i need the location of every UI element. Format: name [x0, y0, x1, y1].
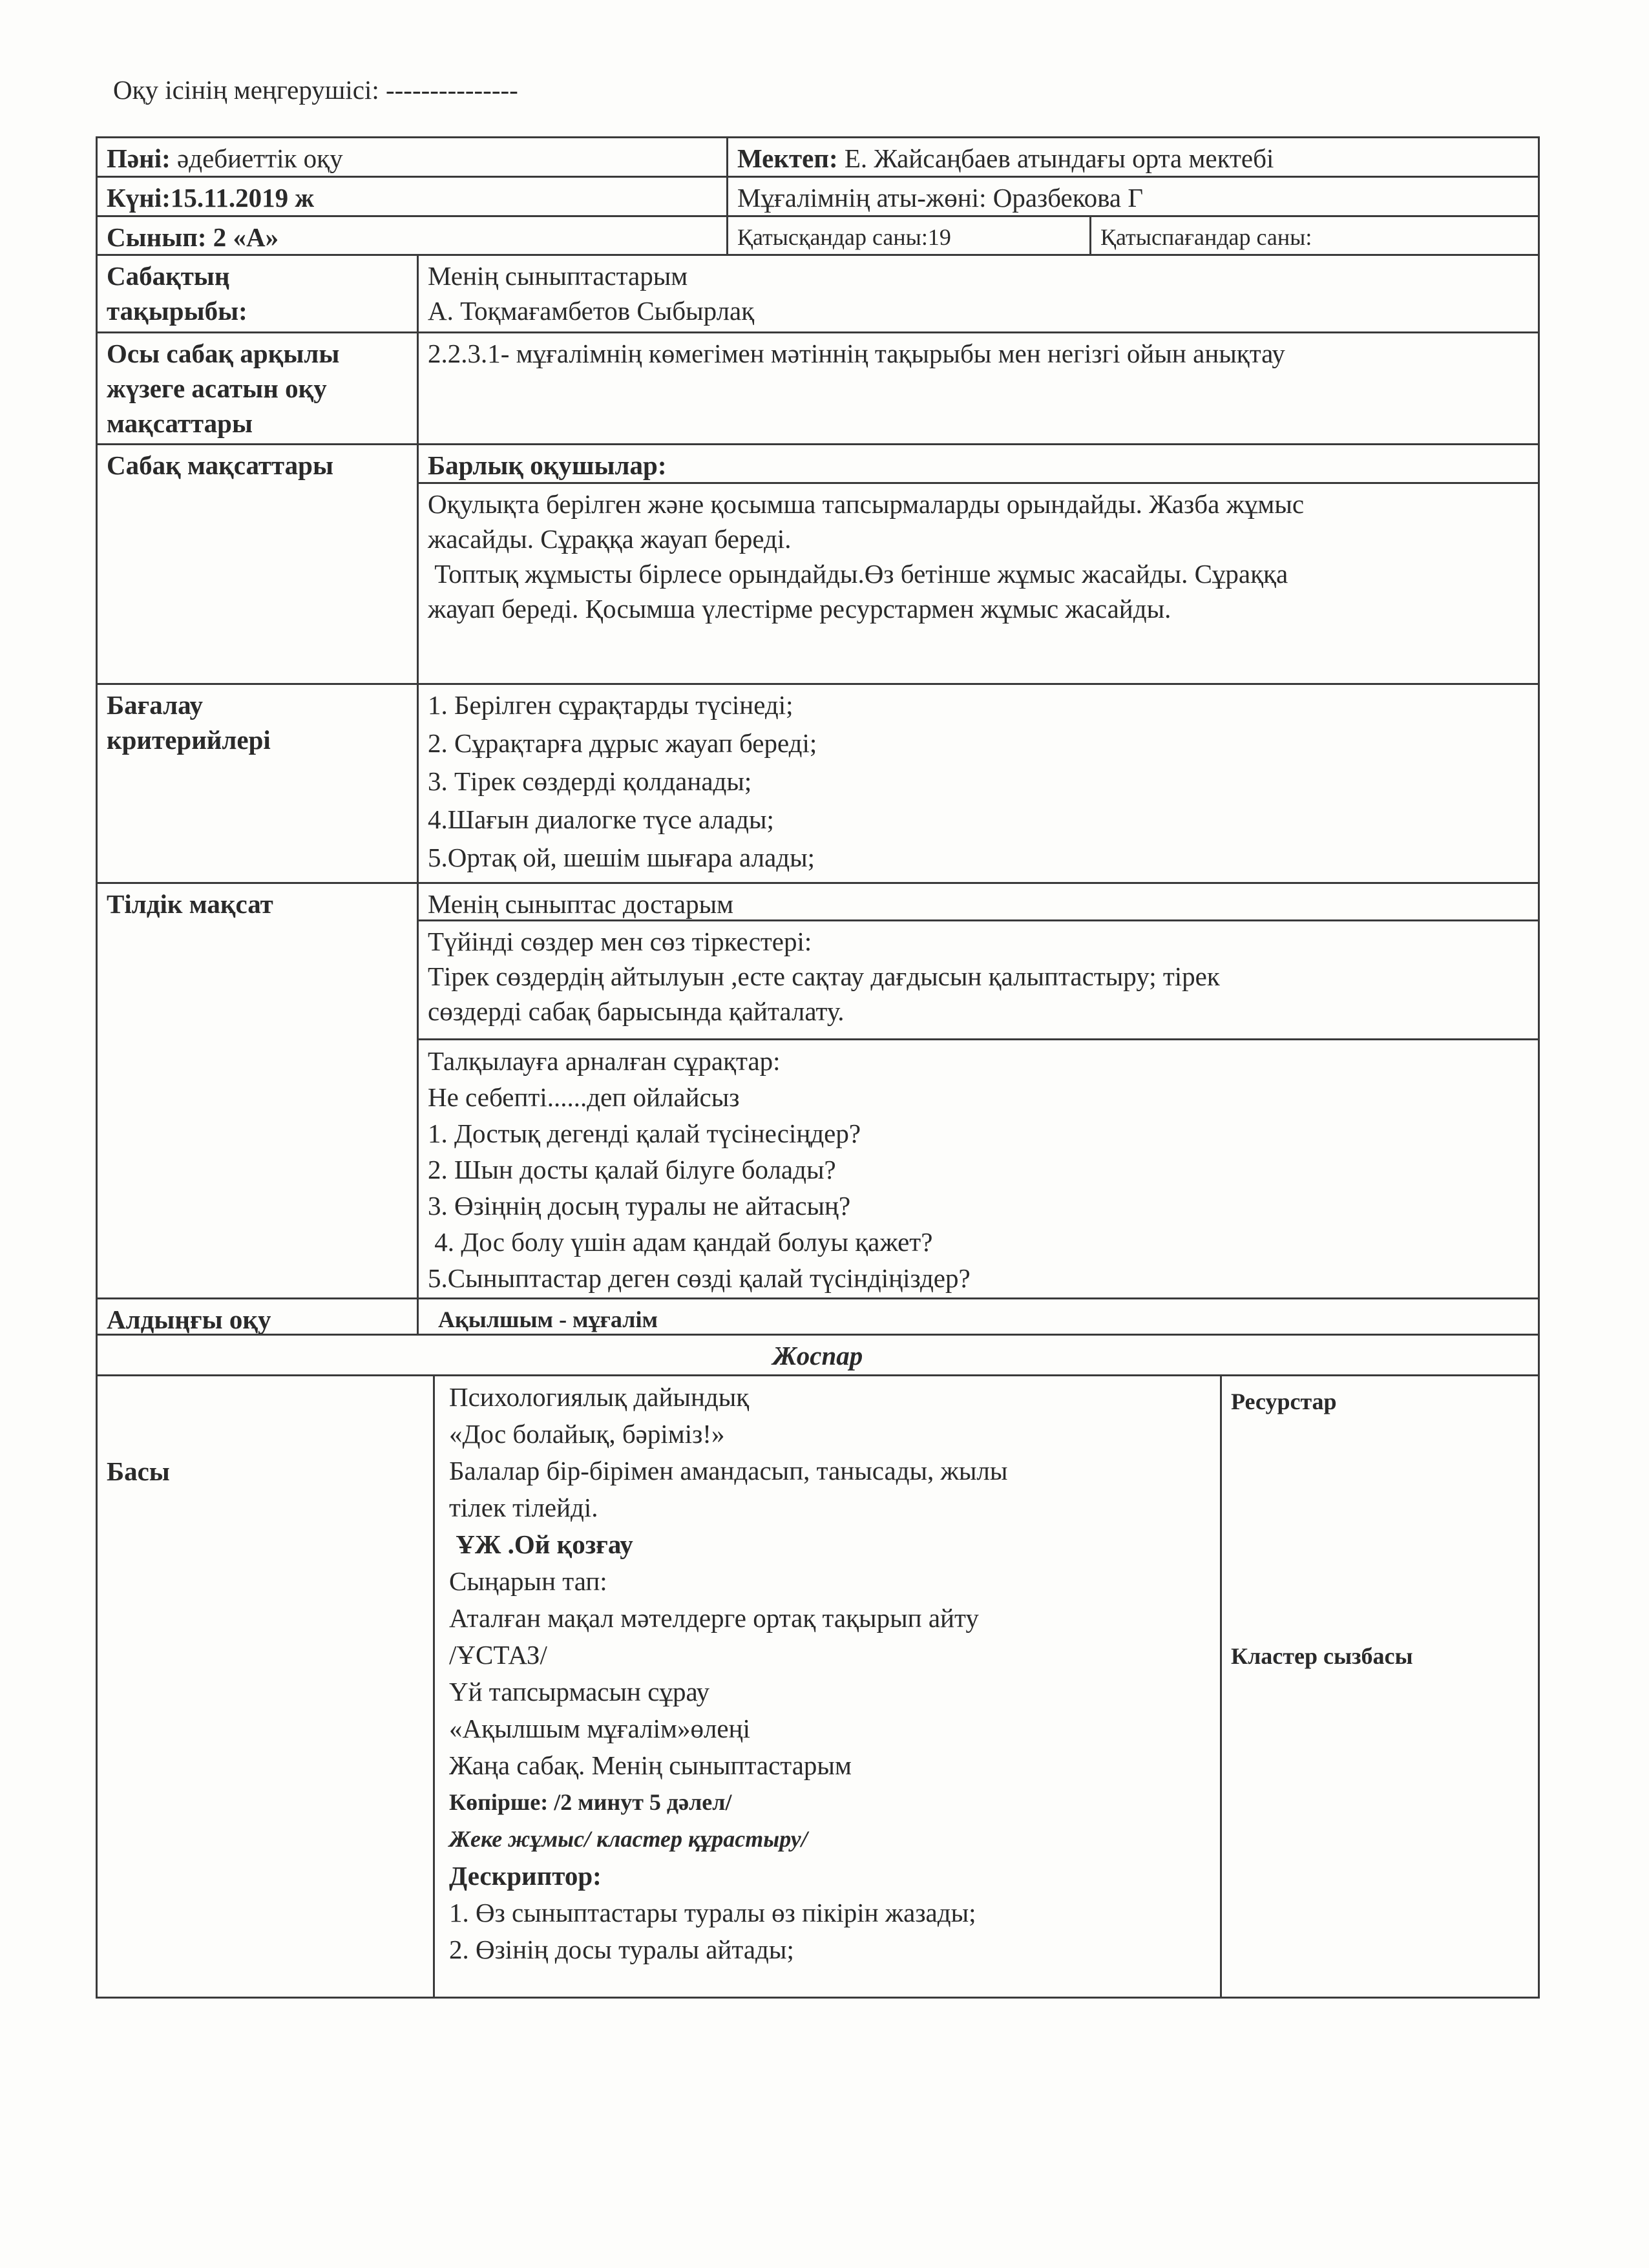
list-item: 1. Өз сыныптастары туралы өз пікірін жазады; [449, 1898, 976, 1927]
text-line: Балалар бір-бірімен амандасып, танысады, жылы [449, 1456, 1008, 1486]
text-line: Аталған мақал мәтелдерге ортақ тақырып айту [449, 1603, 979, 1633]
text-line: Сыңарын тап: [449, 1566, 607, 1596]
language-label: Тілдік мақсат [96, 882, 419, 1299]
topic-value [417, 254, 1540, 333]
list-item: 5.Сыныптастар деген сөзді қалай түсіндіңіздер? [428, 1263, 971, 1293]
text-line: сөздерді сабақ барысында қайталату. [428, 996, 845, 1026]
start-label: Басы [96, 1374, 435, 1999]
text-line: мақсаттары [107, 408, 253, 438]
list-item: 5.Ортақ ой, шешім шығара алады; [428, 843, 815, 872]
objectives-text [417, 482, 1540, 685]
text-line: Топтық жұмысты бірлесе орындайды.Өз бетінше жұмыс жасайды. Сұраққа [428, 559, 1288, 589]
resources-label: Ресурстар [1231, 1389, 1337, 1414]
prior-label: Алдыңғы оқу [96, 1297, 419, 1336]
supervisor-line: Оқу ісінің меңгерушісі: --------------- [113, 75, 518, 105]
text-line: жүзеге асатын оқу [107, 373, 327, 403]
text-line: Жаңа сабақ. Менің сыныптастарым [449, 1750, 852, 1780]
text-line: Көпірше: /2 минут 5 дәлел/ [449, 1789, 732, 1815]
language-value: Менің сыныптас достарым [417, 882, 1540, 921]
activity-heading: ҰЖ .Ой қозғау [449, 1529, 633, 1559]
goals-value: 2.2.3.1- мұғалімнің көмегімен мәтіннің тақырыбы мен негізгі ойын анықтау [417, 331, 1540, 445]
text-line: Тірек сөздердің айтылуын ,есте сақтау дағдысын қалыптастыру; тірек [428, 961, 1220, 991]
text-line: жауап береді. Қосымша үлестірме ресурстармен жұмыс жасайды. [428, 594, 1171, 624]
text-line: Талқылауға арналған сұрақтар: [428, 1046, 781, 1076]
descriptor-heading: Дескриптор: [449, 1861, 602, 1891]
text-line: Үй тапсырмасын сұрау [449, 1677, 710, 1706]
text-line: «Дос болайық, бәріміз!» [449, 1419, 725, 1449]
list-item: 3. Тірек сөздерді қолданады; [428, 766, 752, 796]
school-cell [726, 136, 1540, 178]
text-line: Оқулықта берілген және қосымша тапсырмаларды орындайды. Жазба жұмыс [428, 489, 1305, 519]
list-item: 1. Берілген сұрақтарды түсінеді; [428, 690, 793, 720]
absent-cell: Қатыспағандар саны: [1089, 215, 1540, 256]
keywords-cell [417, 919, 1540, 1040]
text-line: Осы сабақ арқылы [107, 339, 340, 368]
text-line: Түйінді сөздер мен сөз тіркестері: [428, 927, 812, 956]
list-item: 4. Дос болу үшін адам қандай болуы қажет? [428, 1227, 933, 1257]
questions-cell [417, 1038, 1540, 1299]
teacher-cell: Мұғалімнің аты-жөні: Оразбекова Г [726, 176, 1540, 217]
list-item: 2. Сұрақтарға дұрыс жауап береді; [428, 728, 817, 758]
list-item: 2. Өзінің досы туралы айтады; [449, 1935, 794, 1964]
start-content [433, 1374, 1222, 1999]
resources-value: Кластер сызбасы [1231, 1643, 1413, 1669]
present-cell: Қатысқандар саны:19 [726, 215, 1091, 256]
school-value: Е. Жайсаңбаев атындағы орта мектебі [837, 143, 1274, 173]
criteria-label [96, 683, 419, 884]
text-line: А. Тоқмағамбетов Сыбырлақ [428, 296, 755, 326]
goals-label [96, 331, 419, 445]
list-item: 4.Шағын диалогке түсе алады; [428, 804, 774, 834]
plan-heading: Жоспар [96, 1334, 1540, 1376]
text-line: Бағалау [107, 690, 204, 720]
objectives-label: Сабақ мақсаттары [96, 443, 419, 685]
subject-value: әдебиеттік оқу [170, 143, 343, 173]
list-item: 3. Өзіңнің досың туралы не айтасың? [428, 1191, 851, 1221]
list-item: 2. Шын досты қалай білуге болады? [428, 1155, 836, 1184]
class-cell: Сынып: 2 «А» [96, 215, 728, 256]
prior-value: Ақылшым - мұғалім [417, 1297, 1540, 1336]
objectives-head: Барлық оқушылар: [417, 443, 1540, 484]
text-line: жасайды. Сұраққа жауап береді. [428, 524, 792, 554]
school-label: Мектеп: [737, 143, 838, 173]
list-item: 1. Достық дегенді қалай түсінесіңдер? [428, 1118, 861, 1148]
text-line: критерийлері [107, 725, 271, 755]
text-line: Жеке жұмыс/ кластер құрастыру/ [449, 1826, 808, 1852]
text-line: тілек тілейді. [449, 1493, 598, 1522]
subject-cell [96, 136, 728, 178]
subject-label: Пәні: [107, 143, 171, 173]
criteria-list [417, 683, 1540, 884]
resources-cell [1220, 1374, 1540, 1999]
text-line: тақырыбы: [107, 296, 247, 326]
text-line: Не себепті......деп ойлайсыз [428, 1082, 740, 1112]
text-line: «Ақылшым мұғалім»өлеңі [449, 1714, 750, 1743]
text-line: Менің сыныптастарым [428, 261, 688, 291]
topic-label [96, 254, 419, 333]
text-line: Психологиялық дайындық [449, 1382, 750, 1412]
date-cell: Күні:15.11.2019 ж [96, 176, 728, 217]
text-line: /ҰСТАЗ/ [449, 1640, 547, 1670]
text-line: Сабақтың [107, 261, 230, 291]
